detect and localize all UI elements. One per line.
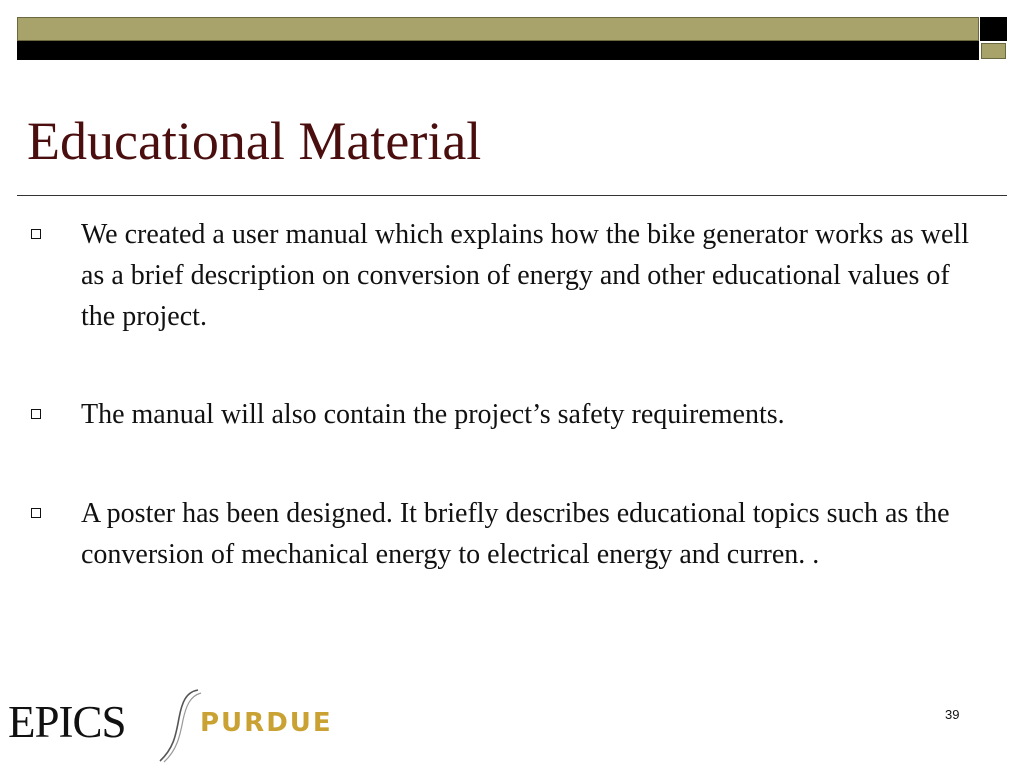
bullet-text: The manual will also contain the project’s safety requirements. bbox=[81, 399, 785, 430]
header-corner-black-square bbox=[980, 17, 1007, 41]
page-number: 39 bbox=[945, 707, 960, 722]
epics-purdue-logo bbox=[8, 688, 348, 764]
swoosh-icon bbox=[146, 688, 206, 764]
square-bullet-icon bbox=[31, 409, 41, 419]
square-bullet-icon bbox=[31, 508, 41, 518]
logo-purdue-text: PURDUE bbox=[200, 708, 333, 738]
slide-title: Educational Material bbox=[27, 111, 482, 171]
logo-epics-text: EPICS bbox=[8, 697, 126, 747]
square-bullet-icon bbox=[31, 229, 41, 239]
bullet-text: A poster has been designed. It briefly describes educational topics such as the conversion of mechanical energy to electrical energy and curren. . bbox=[81, 498, 950, 570]
header-corner-olive-square bbox=[981, 43, 1006, 59]
header-band-olive bbox=[17, 17, 979, 41]
bullet-text: We created a user manual which explains how the bike generator works as well as a brief description on conversion of energy and other educational values of the project. bbox=[81, 219, 969, 332]
header-band-black bbox=[17, 41, 979, 60]
title-divider bbox=[17, 195, 1007, 196]
